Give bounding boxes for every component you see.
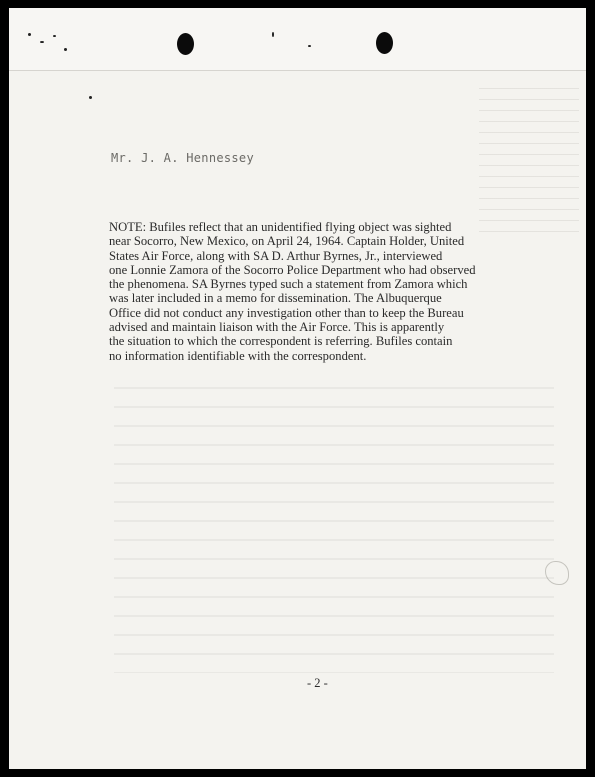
note-line: States Air Force, along with SA D. Arthur Byrnes, Jr., interviewed: [109, 248, 443, 263]
note-line: the situation to which the correspondent is referring. Bufiles contain: [109, 334, 453, 349]
ink-speck: [53, 35, 56, 37]
note-line: near Socorro, New Mexico, on April 24, 1964. Captain Holder, United: [109, 234, 465, 249]
ink-speck: [89, 96, 92, 99]
punch-hole-left: [177, 33, 194, 55]
note-line: Office did not conduct any investigation other than to keep the Bureau: [109, 305, 464, 320]
ink-speck: [272, 32, 274, 37]
note-line: NOTE: Bufiles reflect that an unidentified flying object was sighted: [109, 220, 452, 234]
ink-speck: [308, 45, 311, 47]
addressee-line: Mr. J. A. Hennessey: [111, 151, 254, 165]
reverse-side-bleedthrough: [114, 373, 554, 673]
note-line: the phenomena. SA Byrnes typed such a statement from Zamora which: [109, 277, 468, 292]
punch-hole-right: [376, 32, 393, 54]
page-number: - 2 -: [307, 676, 328, 690]
ink-speck: [40, 41, 44, 43]
ink-speck: [64, 48, 67, 51]
routing-stamp-bleedthrough: [479, 78, 579, 238]
handwritten-mark: [545, 561, 569, 585]
ink-speck: [28, 33, 31, 36]
note-line: was later included in a memo for dissemination. The Albuquerque: [109, 291, 442, 306]
note-paragraph: [109, 220, 579, 363]
top-paper-strip: [9, 8, 586, 71]
note-line: one Lonnie Zamora of the Socorro Police Department who had observed: [109, 262, 476, 277]
note-line: advised and maintain liaison with the Air Force. This is apparently: [109, 320, 445, 335]
note-line: no information identifiable with the correspondent.: [109, 348, 367, 363]
document-page: [9, 8, 586, 769]
